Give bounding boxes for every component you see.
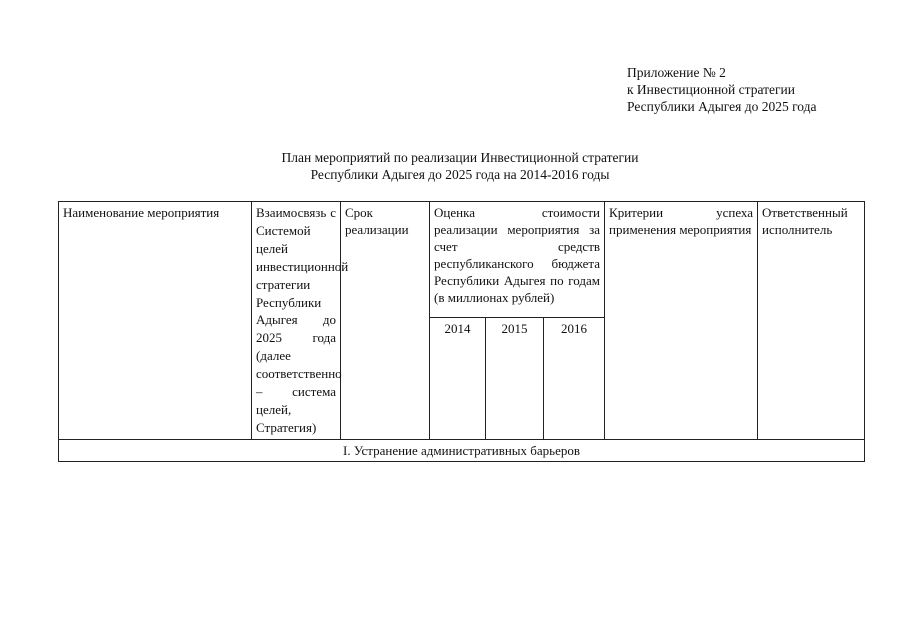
year-2015: 2015 <box>486 317 544 439</box>
table-header-row <box>59 202 865 318</box>
title-line-2: Республики Адыгея до 2025 года на 2014-2016 годы <box>310 167 610 182</box>
header-cost: Оценка стоимости реализации мероприятия за счет средств республиканского бюджета Республики Адыгея по годам (в миллионах рублей) <box>430 202 605 318</box>
title-line-1: План мероприятий по реализации Инвестиционной стратегии <box>281 150 639 165</box>
year-2014: 2014 <box>430 317 486 439</box>
plan-table <box>58 201 865 462</box>
header-name: Наименование мероприятия <box>59 202 252 440</box>
appendix-line-3: Республики Адыгея до 2025 года <box>627 99 817 114</box>
appendix-line-1: Приложение № 2 <box>627 65 726 80</box>
header-responsible: Ответственный исполнитель <box>758 202 865 440</box>
section-row <box>59 439 865 461</box>
appendix-line-2: к Инвестиционной стратегии <box>627 82 795 97</box>
section-title: I. Устранение административных барьеров <box>59 439 865 461</box>
appendix-note <box>627 64 817 115</box>
document-title <box>200 149 720 183</box>
header-criteria: Критерии успеха применения мероприятия <box>605 202 758 440</box>
year-2016: 2016 <box>544 317 605 439</box>
header-term: Срок реализации <box>341 202 430 440</box>
header-link: Взаимосвязь с Системой целей инвестиционной стратегии Республики Адыгея до 2025 года (далее соответственно – система целей, Стратегия) <box>252 202 341 440</box>
